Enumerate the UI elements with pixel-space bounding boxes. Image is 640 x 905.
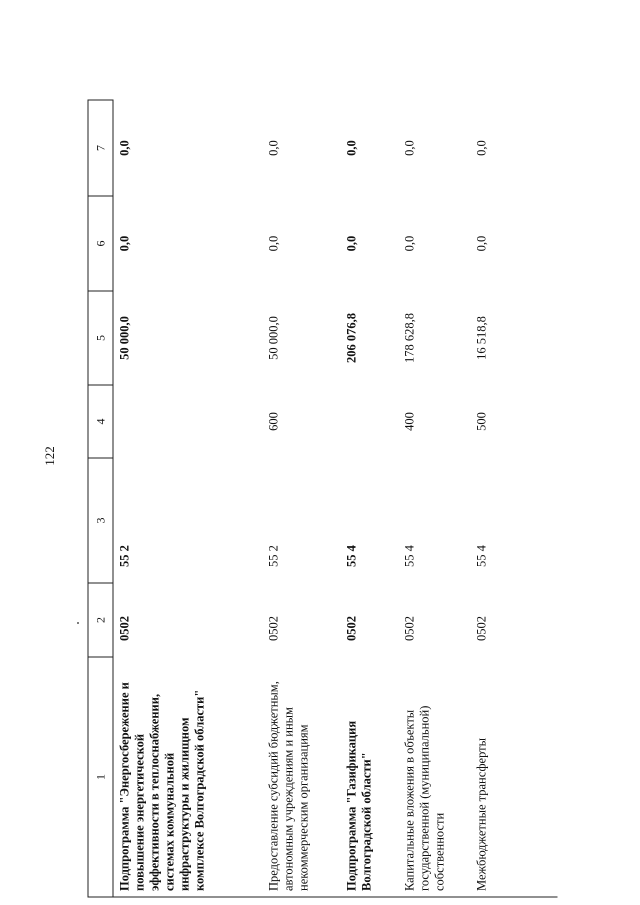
row-name: Межбюджетные трансферты	[474, 737, 489, 891]
row-name: Предоставление субсидий бюджетным, автономным учреждениям и иным некоммерческим организациям	[266, 681, 311, 891]
row-program-code: 55 2	[266, 545, 281, 567]
row-section-code: 0502	[266, 616, 281, 641]
row-name: Подпрограмма "Энергосбережение и повышение энергетической эффективности в теплоснабжении, системах коммунальной инфраструктуры и жилищном комплексе Волгоградской области"	[117, 682, 207, 891]
row-amount-col6: 0,0	[402, 235, 417, 252]
row-amount-col5: 50 000,0	[117, 316, 132, 360]
row-amount-col5: 178 628,8	[402, 313, 417, 363]
table-row	[341, 100, 399, 897]
row-section-code: 0502	[402, 616, 417, 641]
row-amount-col7: 0,0	[266, 140, 281, 156]
table-row	[113, 100, 263, 897]
row-amount-col6: 0,0	[117, 235, 132, 252]
row-expense-type	[113, 385, 263, 458]
budget-table	[88, 100, 519, 898]
header-col-6: 6	[88, 196, 113, 291]
row-expense-type: 400	[402, 412, 417, 431]
row-program-code: 55 4	[402, 545, 417, 567]
row-amount-col7: 0,0	[344, 140, 359, 156]
row-program-code: 55 4	[344, 545, 359, 567]
header-row	[88, 100, 113, 897]
row-amount-col6: 0,0	[474, 235, 489, 252]
table-row	[263, 100, 341, 897]
row-amount-col6: 0,0	[266, 235, 281, 252]
row-amount-col7: 0,0	[117, 140, 132, 156]
row-amount-col5: 206 076,8	[344, 313, 359, 363]
page-number: 122	[42, 446, 57, 466]
row-section-code: 0502	[344, 616, 359, 641]
rotated-table-container	[88, 101, 558, 898]
header-col-4: 4	[88, 385, 113, 458]
row-expense-type	[341, 385, 399, 458]
table-row	[471, 100, 519, 897]
row-amount-col5: 16 518,8	[474, 316, 489, 360]
row-name: Подпрограмма "Газификация Волгоградской области"	[344, 720, 374, 891]
table-left-border	[88, 897, 558, 898]
row-program-code: 55 4	[474, 545, 489, 567]
scan-dot	[77, 622, 79, 624]
row-expense-type: 500	[474, 412, 489, 431]
header-col-7: 7	[88, 100, 113, 196]
row-program-code: 55 2	[117, 545, 132, 567]
row-amount-col7: 0,0	[402, 140, 417, 156]
table-row	[399, 100, 471, 897]
header-col-5: 5	[88, 291, 113, 385]
row-section-code: 0502	[474, 616, 489, 641]
row-expense-type: 600	[266, 412, 281, 431]
row-amount-col7: 0,0	[474, 140, 489, 156]
row-section-code: 0502	[117, 616, 132, 641]
row-amount-col6: 0,0	[344, 235, 359, 252]
row-name: Капитальные вложения в объекты государственной (муниципальной) собственности	[402, 705, 447, 891]
header-col-2: 2	[88, 583, 113, 657]
header-col-1: 1	[88, 657, 113, 897]
header-col-3: 3	[88, 458, 113, 583]
row-amount-col5: 50 000,0	[266, 316, 281, 360]
